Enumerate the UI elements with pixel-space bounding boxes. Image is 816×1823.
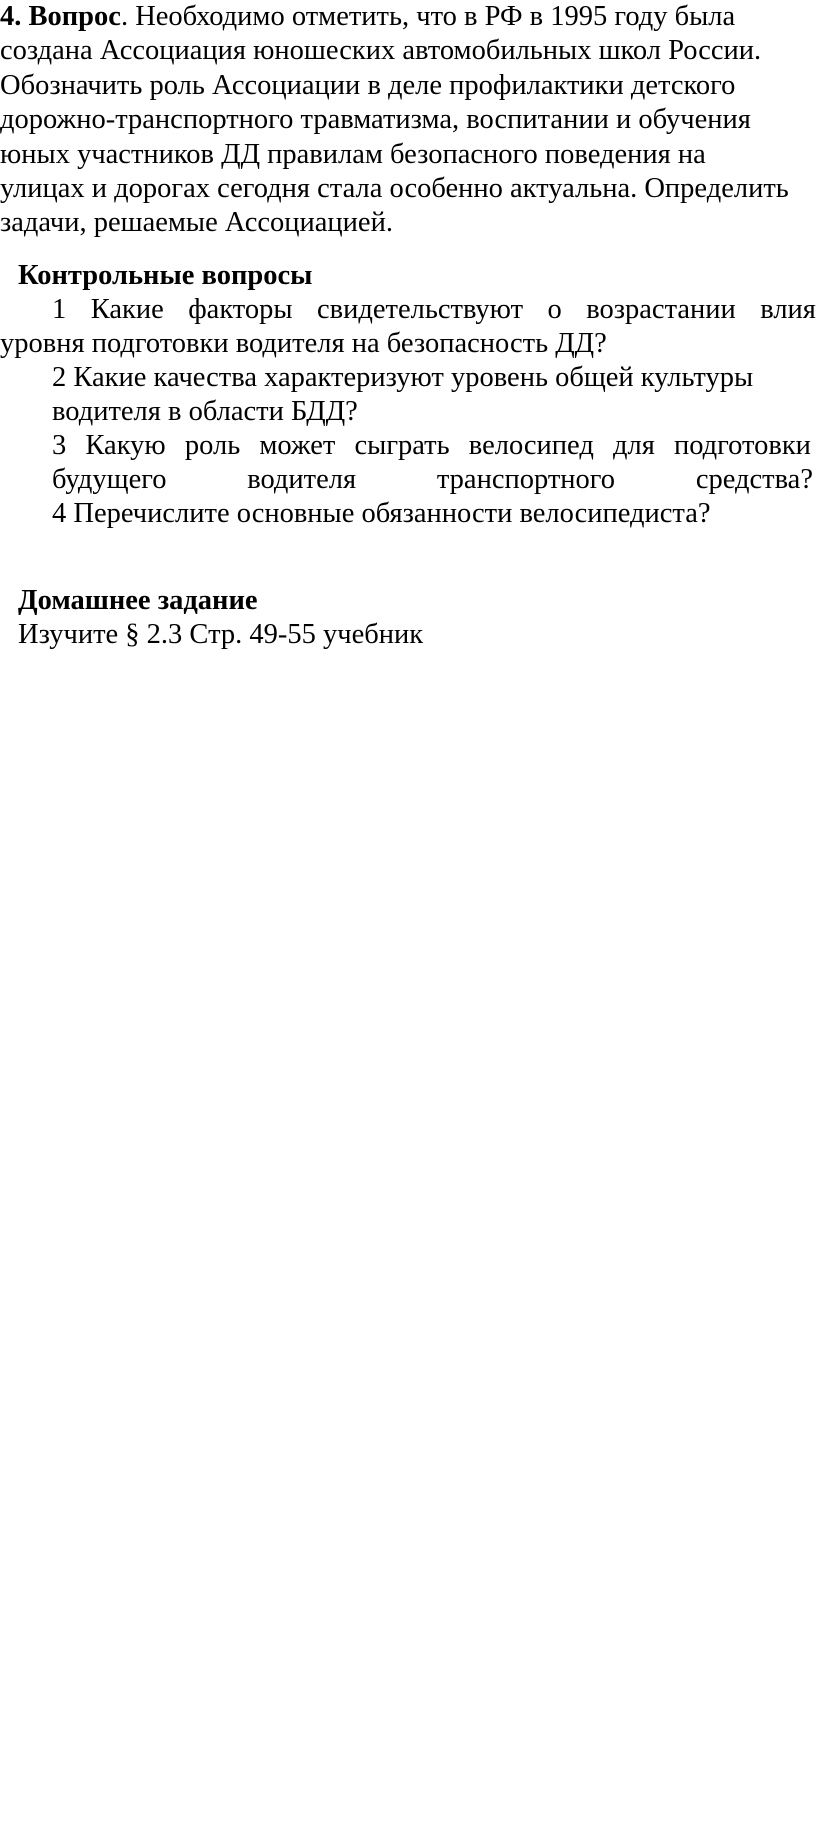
- question-1-line-1: [52, 293, 816, 327]
- q1-word: факторы: [188, 294, 293, 325]
- q3-word: роль: [184, 430, 241, 461]
- q1-word: 1: [52, 294, 67, 325]
- question-2-line-2: водителя в области БДД?: [52, 396, 358, 427]
- q3-word: Какую: [85, 430, 166, 461]
- q1-word: свидетельствуют: [317, 294, 524, 325]
- q3-word: средства?: [695, 464, 813, 495]
- question-1-line-2: уровня подготовки водителя на безопасность ДД?: [0, 328, 607, 359]
- q3-word: 3: [52, 430, 67, 461]
- q3-word: подготовки: [674, 430, 811, 461]
- question-3-line-1: [52, 429, 811, 463]
- q1-word: влия: [760, 294, 816, 325]
- q3-word: транспортного: [436, 464, 616, 495]
- q3-word: велосипед: [468, 430, 594, 461]
- q1-word: возрастании: [586, 294, 736, 325]
- question-2-line-1: 2 Какие качества характеризуют уровень общей культуры: [52, 362, 754, 393]
- q3-word: сыграть: [354, 430, 450, 461]
- intro-paragraph: [0, 0, 790, 241]
- q3-word: водителя: [247, 464, 357, 495]
- homework-heading: Домашнее задание: [18, 585, 258, 616]
- q3-word: будущего: [52, 464, 167, 495]
- q1-word: Какие: [90, 294, 164, 325]
- q1-word: о: [547, 294, 562, 325]
- homework-text: Изучите § 2.3 Стр. 49-55 учебник: [18, 619, 424, 650]
- question-4: 4 Перечислите основные обязанности велосипедиста?: [52, 498, 711, 529]
- question-3-line-2: [52, 463, 813, 497]
- q3-word: для: [613, 430, 655, 461]
- intro-text: . Необходимо отметить, что в РФ в 1995 году была создана Ассоциация юношеских автомобильных школ России. Обозначить роль Ассоциации в деле профилактики детского дорожно-транспортного травматизма, воспитании и обучения юных участников ДД правилам безопасного поведения на улицах и дорогах сегодня стала особенно актуальна. Определить задачи, решаемые Ассоциацией.: [0, 1, 789, 239]
- q3-word: может: [259, 430, 336, 461]
- intro-label: 4. Вопрос: [0, 1, 121, 32]
- control-questions-heading: Контрольные вопросы: [18, 260, 313, 291]
